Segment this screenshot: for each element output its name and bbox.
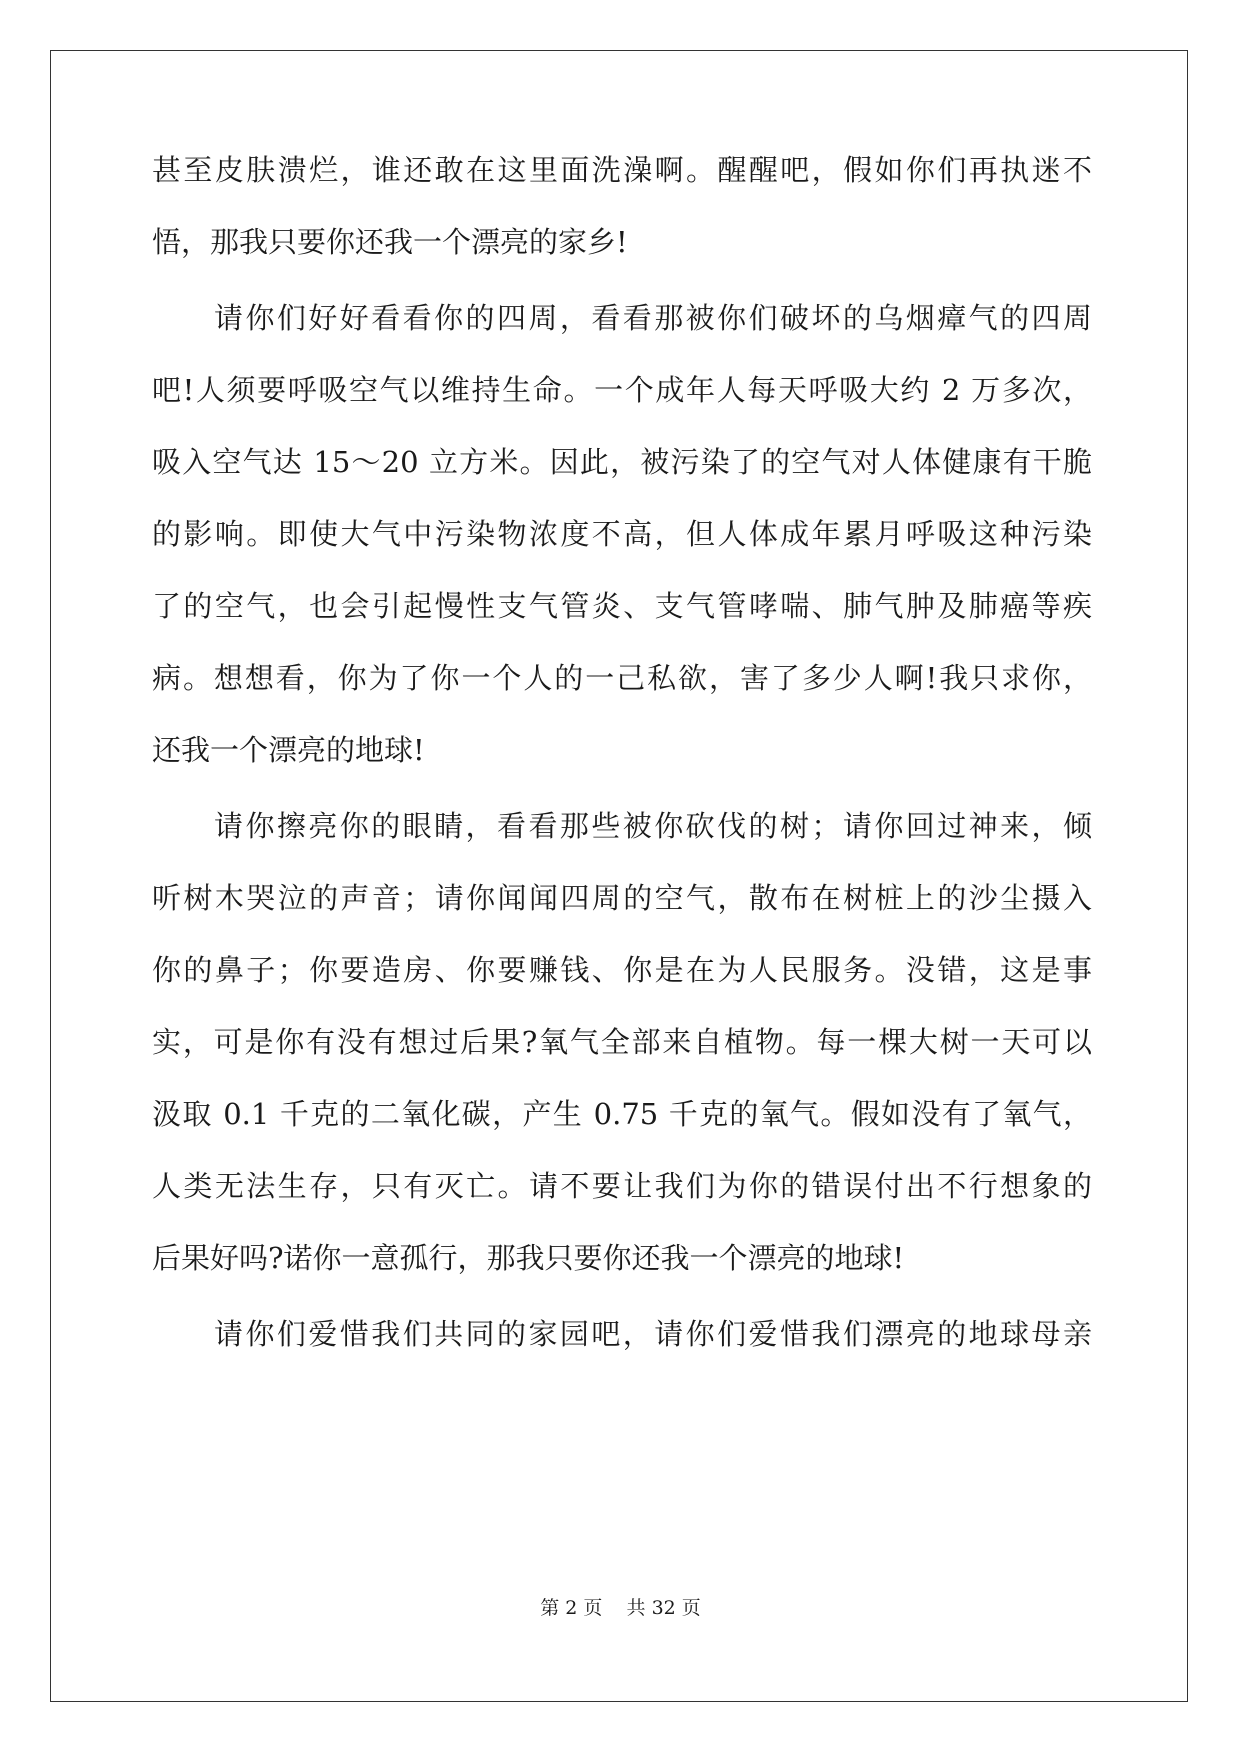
text-line: 汲取 0.1 千克的二氧化碳，产生 0.75 千克的氧气。假如没有了氧气，: [152, 1097, 1092, 1131]
text-line: 请你擦亮你的眼睛，看看那些被你砍伐的树；请你回过神来，倾: [214, 809, 1092, 843]
text-line: 实，可是你有没有想过后果?氧气全部来自植物。每一棵大树一天可以: [152, 1025, 1092, 1059]
text-line: 请你们好好看看你的四周，看看那被你们破坏的乌烟瘴气的四周: [214, 301, 1092, 335]
page-number: 第 2 页: [540, 1597, 603, 1619]
text-line: 病。想想看，你为了你一个人的一己私欲，害了多少人啊!我只求你，: [152, 661, 1092, 695]
page-total: 共 32 页: [626, 1597, 701, 1619]
text-line: 还我一个漂亮的地球!: [152, 733, 425, 767]
text-line: 听树木哭泣的声音；请你闻闻四周的空气，散布在树桩上的沙尘摄入: [152, 881, 1092, 915]
text-line: 吧!人须要呼吸空气以维持生命。一个成年人每天呼吸大约 2 万多次，: [152, 373, 1092, 407]
text-line: 的影响。即使大气中污染物浓度不高，但人体成年累月呼吸这种污染: [152, 517, 1092, 551]
text-line: 后果好吗?诺你一意孤行，那我只要你还我一个漂亮的地球!: [152, 1241, 905, 1275]
text-line: 吸入空气达 15～20 立方米。因此，被污染了的空气对人体健康有干脆: [152, 445, 1092, 479]
text-line: 悟，那我只要你还我一个漂亮的家乡!: [152, 225, 628, 259]
text-line: 甚至皮肤溃烂，谁还敢在这里面洗澡啊。醒醒吧，假如你们再执迷不: [152, 153, 1092, 187]
text-line: 请你们爱惜我们共同的家园吧，请你们爱惜我们漂亮的地球母亲: [214, 1317, 1092, 1351]
text-line: 你的鼻子；你要造房、你要赚钱、你是在为人民服务。没错，这是事: [152, 953, 1092, 987]
page-footer: [0, 1596, 1241, 1620]
text-line: 人类无法生存，只有灭亡。请不要让我们为你的错误付出不行想象的: [152, 1169, 1092, 1203]
text-line: 了的空气，也会引起慢性支气管炎、支气管哮喘、肺气肿及肺癌等疾: [152, 589, 1092, 623]
